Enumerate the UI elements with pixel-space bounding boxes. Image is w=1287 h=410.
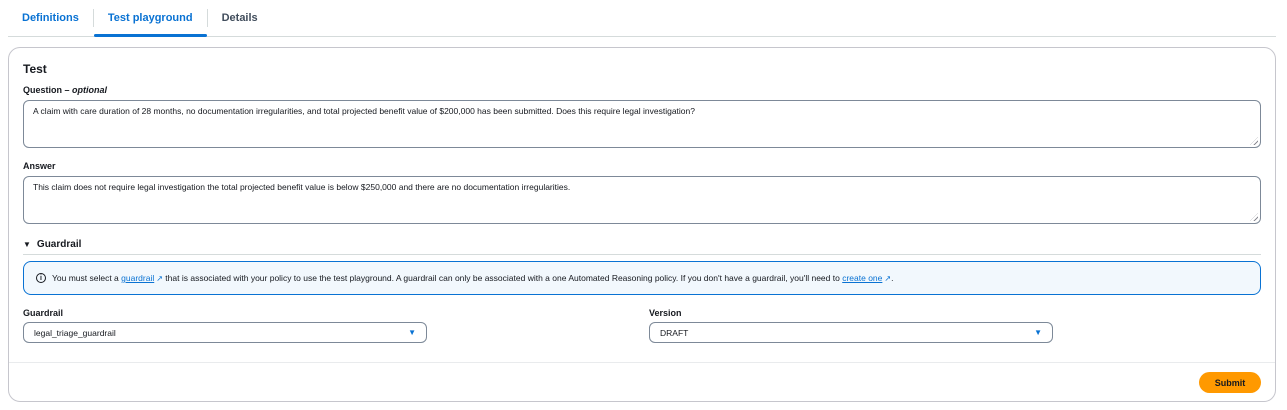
- tab-details[interactable]: Details: [221, 12, 258, 24]
- submit-button[interactable]: Submit: [1199, 372, 1261, 393]
- question-text: A claim with care duration of 28 months, no documentation irregularities, and total projected benefit value of $200,000 has been submitted. Does this require legal investigation?: [33, 106, 695, 116]
- info-alert: [23, 261, 1261, 295]
- question-input[interactable]: [23, 100, 1261, 148]
- guardrail-select-label: Guardrail: [23, 308, 64, 318]
- section-divider: [23, 254, 1261, 255]
- question-label: Question – optional: [23, 85, 108, 95]
- answer-text: This claim does not require legal investigation the total projected benefit value is below $250,000 and there are no documentation irregularities.: [33, 182, 571, 192]
- resize-handle[interactable]: [1250, 137, 1258, 145]
- test-panel: [8, 47, 1276, 402]
- tab-definitions[interactable]: Definitions: [22, 12, 79, 24]
- tab-bar: [8, 0, 1276, 37]
- answer-label: Answer: [23, 161, 56, 171]
- caret-down-icon: ▼: [23, 240, 31, 249]
- answer-input[interactable]: [23, 176, 1261, 224]
- guardrail-section-title: Guardrail: [36, 239, 82, 250]
- resize-handle[interactable]: [1250, 213, 1258, 221]
- create-one-link[interactable]: create one: [842, 273, 883, 283]
- version-select[interactable]: [649, 322, 1053, 343]
- external-link-icon: ↗: [156, 274, 163, 283]
- guardrail-select[interactable]: [23, 322, 427, 343]
- tab-test-playground[interactable]: Test playground: [94, 0, 207, 36]
- caret-down-icon: ▼: [408, 328, 416, 337]
- version-select-value: DRAFT: [660, 327, 689, 338]
- optional-tag: optional: [72, 85, 108, 95]
- footer-divider: [9, 362, 1275, 363]
- info-icon: i: [36, 273, 46, 283]
- guardrail-expander[interactable]: [23, 239, 81, 250]
- panel-title: Test: [23, 62, 47, 76]
- guardrail-link[interactable]: guardrail: [121, 273, 155, 283]
- guardrail-select-value: legal_triage_guardrail: [34, 327, 116, 338]
- version-select-label: Version: [649, 308, 682, 318]
- external-link-icon: ↗: [884, 274, 892, 283]
- caret-down-icon: ▼: [1034, 328, 1042, 337]
- alert-text: You must select a guardrail ↗ that is associated with your policy to use the test playground. A guardrail can only be associated with a one Automated Reasoning policy. If you don't have a guardrail, you'll need to create one ↗.: [52, 273, 894, 283]
